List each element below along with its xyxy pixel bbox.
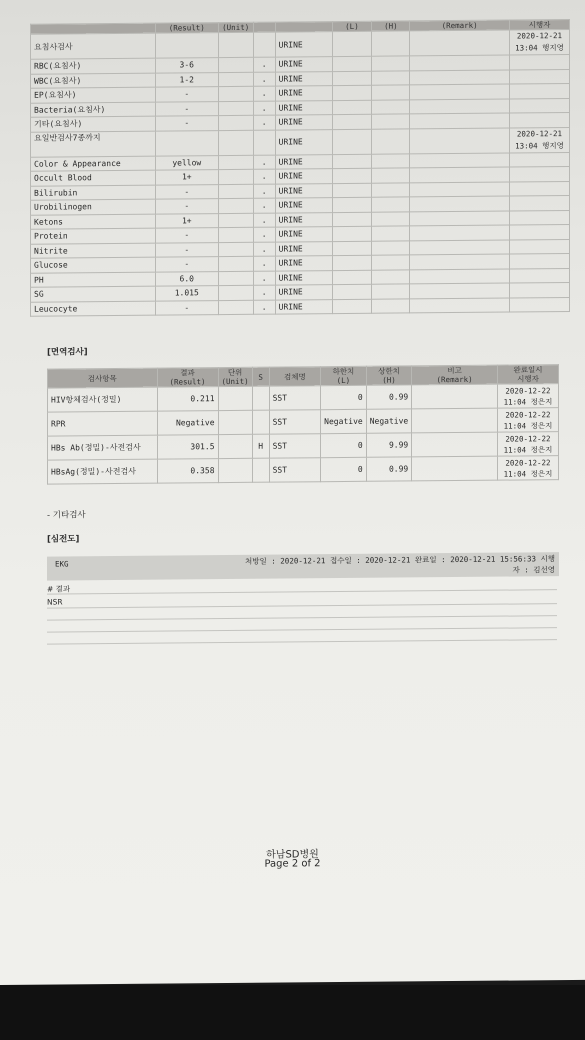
test-name: Protein — [31, 228, 156, 244]
remark — [412, 408, 498, 433]
unit — [218, 155, 253, 170]
remark — [412, 432, 498, 457]
flag: . — [253, 242, 275, 257]
flag: . — [253, 213, 275, 228]
low — [332, 197, 372, 212]
result-value: yellow — [155, 155, 218, 170]
flag: . — [253, 169, 275, 184]
result-value: - — [155, 242, 218, 257]
status-flag — [252, 458, 269, 482]
specimen: URINE — [275, 212, 332, 227]
specimen: URINE — [275, 115, 332, 130]
flag: . — [253, 57, 275, 72]
specimen: URINE — [275, 100, 332, 115]
remark — [410, 55, 510, 70]
low — [332, 241, 372, 256]
urine-results-table — [30, 19, 570, 317]
low — [332, 56, 372, 71]
done-cell: 2020-12-21 13:04 행지영 — [509, 127, 569, 153]
table-row — [48, 456, 559, 484]
low — [332, 226, 372, 241]
test-name: Occult Blood — [31, 170, 156, 186]
specimen: URINE — [275, 241, 332, 256]
col-unit: (Unit) — [218, 22, 253, 32]
unit — [218, 213, 253, 228]
remark — [410, 269, 510, 284]
hospital-name: 하남SD병원 — [266, 849, 319, 861]
high — [372, 182, 410, 197]
low-limit: 0 — [321, 385, 367, 409]
result-value: 1-2 — [155, 72, 218, 87]
group-title: 요일반검사7종까지 — [31, 131, 156, 157]
done — [509, 55, 569, 70]
result-value: 1.015 — [155, 286, 218, 301]
test-name: RBC(요침사) — [31, 58, 156, 74]
divider — [47, 603, 557, 608]
flag: . — [253, 72, 275, 87]
remark — [410, 254, 510, 269]
high — [372, 255, 410, 270]
ekg-section-title: [심전도] — [47, 534, 80, 545]
specimen: URINE — [275, 32, 332, 57]
test-name: Ketons — [31, 214, 156, 230]
result-value: - — [155, 199, 218, 214]
specimen: SST — [269, 386, 321, 410]
unit — [218, 227, 253, 242]
low — [332, 270, 372, 285]
divider — [47, 639, 557, 644]
status-flag: H — [252, 434, 269, 458]
done — [509, 152, 569, 167]
remark — [410, 225, 510, 240]
high — [372, 211, 410, 226]
flag: . — [253, 184, 275, 199]
remark — [410, 211, 510, 226]
done — [509, 239, 569, 254]
col-unit: 단위 (Unit) — [218, 367, 252, 386]
done — [509, 167, 569, 182]
unit — [218, 184, 253, 199]
immuno-section-title: [면역검사] — [47, 347, 88, 358]
test-name: Bilirubin — [31, 185, 156, 201]
low — [332, 183, 372, 198]
unit — [218, 410, 252, 434]
low-limit: 0 — [321, 433, 367, 457]
done — [509, 283, 569, 298]
remark — [410, 196, 510, 211]
remark — [410, 113, 510, 128]
unit — [218, 271, 253, 286]
col-s: S — [252, 367, 269, 386]
specimen: URINE — [275, 227, 332, 242]
high — [372, 114, 410, 129]
specimen: URINE — [275, 198, 332, 213]
result-value: Negative — [157, 411, 218, 436]
test-name: Glucose — [31, 257, 156, 273]
ekg-result-label: # 결과 — [47, 584, 71, 594]
col-high: (H) — [372, 21, 410, 31]
high — [372, 197, 410, 212]
specimen: URINE — [275, 71, 332, 86]
unit — [218, 86, 253, 101]
high — [372, 153, 410, 168]
done — [509, 268, 569, 283]
specimen: URINE — [275, 169, 332, 184]
done-user: 11:04 정은지 — [503, 420, 553, 431]
specimen: URINE — [275, 285, 332, 300]
group-title: 요침사검사 — [31, 33, 156, 59]
result-value: 3-6 — [155, 58, 218, 73]
result-value: - — [155, 257, 218, 272]
flag: . — [253, 115, 275, 130]
remark — [410, 153, 510, 168]
done — [509, 210, 569, 225]
done-cell — [497, 408, 558, 433]
remark — [410, 240, 510, 255]
result-value: 301.5 — [157, 435, 218, 460]
immuno-results-table — [47, 364, 559, 484]
col-low: 하한치 (L) — [321, 366, 367, 385]
high-limit: 9.99 — [366, 433, 412, 457]
specimen: URINE — [275, 154, 332, 169]
unit — [218, 57, 253, 72]
specimen: URINE — [275, 86, 332, 101]
low — [332, 212, 372, 227]
done — [509, 254, 569, 269]
result-value: 1+ — [155, 213, 218, 228]
unit — [218, 101, 253, 116]
ekg-header-bar — [47, 552, 559, 580]
done-cell — [497, 384, 558, 409]
specimen: URINE — [275, 129, 332, 154]
high-limit: Negative — [366, 409, 412, 433]
col-low: (L) — [332, 21, 372, 31]
flag: . — [253, 86, 275, 101]
col-done: 완료일시 시행자 — [497, 365, 558, 385]
test-name: HIV항체검사(정밀) — [48, 387, 158, 412]
test-name: RPR — [48, 411, 158, 436]
specimen: URINE — [275, 299, 332, 314]
done-date: 2020-12-22 — [505, 457, 551, 468]
unit — [218, 285, 253, 300]
done-date: 2020-12-22 — [505, 385, 551, 396]
done — [509, 84, 569, 99]
done — [509, 98, 569, 113]
low — [332, 255, 372, 270]
col-item: 검사항목 — [48, 368, 158, 388]
high — [372, 298, 410, 313]
test-name: SG — [31, 286, 156, 302]
high — [372, 56, 410, 71]
remark — [410, 70, 510, 85]
remark — [410, 283, 510, 298]
done-user: 11:04 정은지 — [503, 444, 553, 455]
flag: . — [253, 198, 275, 213]
result-value: - — [155, 87, 218, 102]
low — [332, 284, 372, 299]
ekg-info: 처방일 : 2020-12-21 접수일 : 2020-12-21 완료일 : 2020-12-21 15:56:33 시행 자 : 김선영 — [245, 554, 555, 575]
done-cell — [497, 432, 558, 457]
done-cell: 2020-12-21 13:04 행지영 — [509, 30, 569, 56]
unit — [218, 256, 253, 271]
test-name: Urobilinogen — [31, 199, 156, 215]
high — [372, 284, 410, 299]
test-name: PH — [31, 272, 156, 288]
other-tests-label: - 기타검사 — [47, 510, 86, 521]
high — [372, 269, 410, 284]
status-flag — [252, 386, 269, 410]
flag: . — [253, 227, 275, 242]
high — [372, 168, 410, 183]
remark — [410, 182, 510, 197]
done — [509, 181, 569, 196]
specimen: URINE — [275, 270, 332, 285]
done — [509, 297, 569, 312]
test-name: 기타(요침사) — [31, 116, 156, 132]
specimen: SST — [269, 410, 321, 434]
divider — [47, 627, 557, 632]
result-value: 1+ — [155, 170, 218, 185]
col-remark: (Remark) — [410, 20, 510, 31]
test-name: Nitrite — [31, 243, 156, 259]
col-user: 시행자 — [509, 20, 569, 31]
test-name: EP(요침사) — [31, 87, 156, 103]
high — [372, 70, 410, 85]
low — [332, 100, 372, 115]
unit — [218, 115, 253, 130]
low — [332, 114, 372, 129]
ekg-name: EKG — [55, 559, 69, 569]
test-name: Leucocyte — [31, 301, 156, 317]
flag: . — [253, 271, 275, 286]
test-name: Color & Appearance — [31, 156, 156, 172]
col-result: (Result) — [155, 23, 218, 34]
flag: . — [253, 101, 275, 116]
background-edge — [0, 985, 585, 1040]
high — [372, 226, 410, 241]
unit — [218, 198, 253, 213]
result-value: - — [155, 300, 218, 315]
done — [509, 113, 569, 128]
flag: . — [253, 300, 275, 315]
specimen: SST — [269, 434, 321, 458]
result-value: 0.358 — [157, 459, 218, 484]
flag: . — [253, 155, 275, 170]
divider — [47, 589, 557, 594]
unit — [218, 386, 252, 410]
remark — [410, 298, 510, 313]
unit — [218, 72, 253, 87]
test-name: Bacteria(요침사) — [31, 102, 156, 118]
flag: . — [253, 256, 275, 271]
unit — [218, 300, 253, 315]
low-limit: 0 — [321, 457, 367, 481]
result-value: - — [155, 228, 218, 243]
low — [332, 299, 372, 314]
unit — [218, 169, 253, 184]
low-limit: Negative — [321, 409, 367, 433]
result-value: - — [155, 184, 218, 199]
flag: . — [253, 285, 275, 300]
specimen: SST — [269, 458, 321, 482]
page-number: Page 2 of 2 — [264, 858, 321, 870]
specimen: URINE — [275, 57, 332, 72]
specimen: URINE — [275, 256, 332, 271]
low — [332, 168, 372, 183]
remark — [412, 456, 498, 481]
col-remark: 비고 (Remark) — [412, 365, 498, 385]
unit — [218, 242, 253, 257]
remark — [410, 84, 510, 99]
high — [372, 85, 410, 100]
test-name: HBsAg(정밀)-사전검사 — [48, 459, 158, 484]
remark — [410, 99, 510, 114]
col-high: 상한치 (H) — [366, 366, 412, 385]
done-date: 2020-12-22 — [505, 409, 551, 420]
high — [372, 99, 410, 114]
unit — [218, 458, 252, 482]
done-user: 11:04 정은지 — [503, 468, 553, 479]
done — [509, 196, 569, 211]
ekg-result-value: NSR — [47, 597, 63, 607]
result-value: - — [155, 101, 218, 116]
divider — [47, 615, 557, 620]
high-limit: 0.99 — [366, 457, 412, 481]
done-cell — [497, 456, 558, 481]
done — [509, 225, 569, 240]
result-value: 0.211 — [157, 387, 218, 412]
low — [332, 85, 372, 100]
test-name: HBs Ab(정밀)-사전검사 — [48, 435, 158, 460]
remark — [410, 167, 510, 182]
done — [509, 69, 569, 84]
test-name: WBC(요침사) — [31, 73, 156, 89]
status-flag — [252, 410, 269, 434]
done-user: 11:04 정은지 — [503, 396, 553, 407]
specimen: URINE — [275, 183, 332, 198]
high — [372, 240, 410, 255]
col-specimen: 검체명 — [269, 367, 321, 386]
col-result: 결과 (Result) — [157, 368, 218, 388]
low — [332, 71, 372, 86]
low — [332, 154, 372, 169]
done-date: 2020-12-22 — [505, 433, 551, 444]
result-value: 6.0 — [155, 271, 218, 286]
result-value: - — [155, 116, 218, 131]
unit — [218, 434, 252, 458]
high-limit: 0.99 — [366, 385, 412, 409]
remark — [412, 384, 498, 409]
